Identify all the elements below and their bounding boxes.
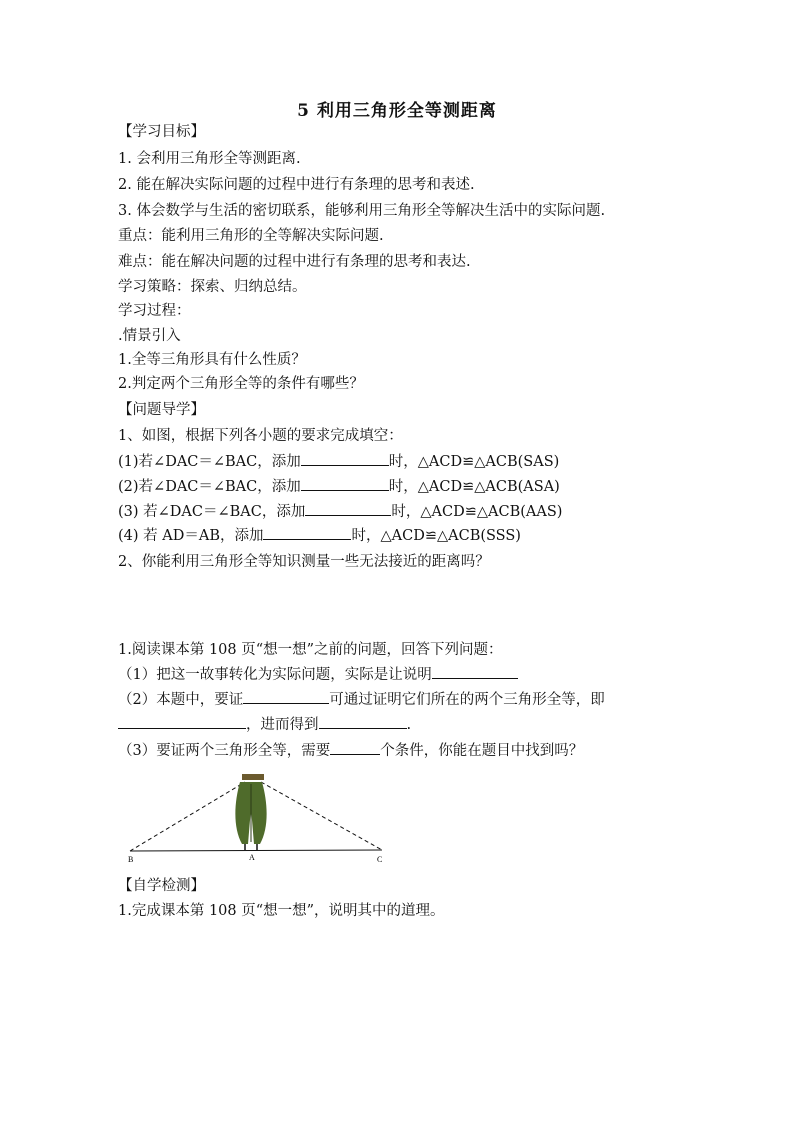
goals-heading: 【学习目标】	[118, 124, 205, 140]
self-check-1: 1.完成课本第 108 页“想一想”，说明其中的道理。	[118, 903, 445, 919]
guide-heading: 【问题导学】	[118, 402, 205, 418]
sight-line-c	[261, 782, 382, 850]
difficulty: 难点：能在解决问题的过程中进行有条理的思考和表达.	[118, 254, 471, 270]
question-properties: 1.全等三角形具有什么性质？	[118, 352, 306, 368]
fill-line-2	[118, 476, 560, 498]
page-title: 5 利用三角形全等测距离	[297, 101, 497, 121]
soldier-figure	[235, 774, 266, 850]
triangle-figure	[118, 768, 398, 868]
goal-1: 1. 会利用三角形全等测距离.	[118, 151, 301, 167]
ground-line	[130, 850, 382, 851]
guide-question-2: 2、你能利用三角形全等知识测量一些无法接近的距离吗？	[118, 554, 490, 570]
fill-line-4	[118, 525, 521, 547]
fill-line-3	[118, 501, 562, 523]
reading-q2	[118, 689, 605, 711]
fill-2-suffix: 时，△ACD≌△ACB(ASA)	[388, 479, 560, 495]
reading-q1-blank[interactable]	[432, 664, 518, 679]
fill-1-prefix: (1)若∠DAC＝∠BAC，添加	[118, 454, 301, 470]
label-b: B	[128, 855, 134, 864]
label-c: C	[377, 855, 383, 864]
fill-line-1	[118, 451, 559, 473]
self-check-heading: 【自学检测】	[118, 878, 205, 894]
fill-4-prefix: (4) 若 AD＝AB，添加	[118, 528, 264, 544]
reading-q2-middle: 可通过证明它们所在的两个三角形全等，即	[329, 692, 605, 708]
reading-q3	[118, 740, 583, 762]
fill-3-prefix: (3) 若∠DAC＝∠BAC，添加	[118, 504, 306, 520]
figure-svg	[118, 768, 398, 868]
goal-3: 3. 体会数学与生活的密切联系，能够利用三角形全等解决生活中的实际问题.	[118, 203, 606, 219]
hat-right	[253, 774, 264, 780]
fill-1-blank[interactable]	[301, 451, 389, 466]
fill-2-prefix: (2)若∠DAC＝∠BAC，添加	[118, 479, 301, 495]
hat-left	[242, 774, 253, 780]
guide-question-1: 1、如图，根据下列各小题的要求完成填空：	[118, 428, 403, 444]
goal-2: 2. 能在解决实际问题的过程中进行有条理的思考和表述.	[118, 177, 475, 193]
fill-3-blank[interactable]	[305, 501, 391, 516]
key-point: 重点：能利用三角形的全等解决实际问题.	[118, 228, 384, 244]
reading-q1-text: （1）把这一故事转化为实际问题，实际是让说明	[118, 667, 432, 683]
reading-q3-prefix: （3）要证两个三角形全等，需要	[118, 743, 331, 759]
reading-q2-blank-2[interactable]	[118, 714, 246, 729]
learning-strategy: 学习策略：探索、归纳总结。	[118, 279, 307, 295]
reading-q3-blank[interactable]	[330, 740, 380, 755]
reading-q2-continued	[118, 714, 411, 736]
reading-q2-end: .	[406, 717, 412, 733]
question-conditions: 2.判定两个三角形全等的条件有哪些？	[118, 376, 364, 392]
reading-q2-prefix: （2）本题中，要证	[118, 692, 244, 708]
reading-task: 1.阅读课本第 108 页“想一想”之前的问题，回答下列问题：	[118, 642, 503, 658]
reading-q1	[118, 664, 518, 686]
intro: .情景引入	[118, 328, 181, 344]
sight-line-b	[130, 782, 245, 851]
reading-q2-then: ，进而得到	[246, 717, 319, 733]
label-a: A	[249, 853, 255, 862]
fill-1-suffix: 时，△ACD≌△ACB(SAS)	[388, 454, 560, 470]
reading-q2-blank-3[interactable]	[319, 714, 407, 729]
fill-4-blank[interactable]	[263, 525, 351, 540]
fill-4-suffix: 时，△ACD≌△ACB(SSS)	[351, 528, 521, 544]
reading-q3-suffix: 个条件，你能在题目中找到吗？	[380, 743, 584, 759]
reading-q2-blank-1[interactable]	[243, 689, 329, 704]
fill-3-suffix: 时，△ACD≌△ACB(AAS)	[391, 504, 563, 520]
learning-process: 学习过程：	[118, 303, 191, 319]
fill-2-blank[interactable]	[301, 476, 389, 491]
